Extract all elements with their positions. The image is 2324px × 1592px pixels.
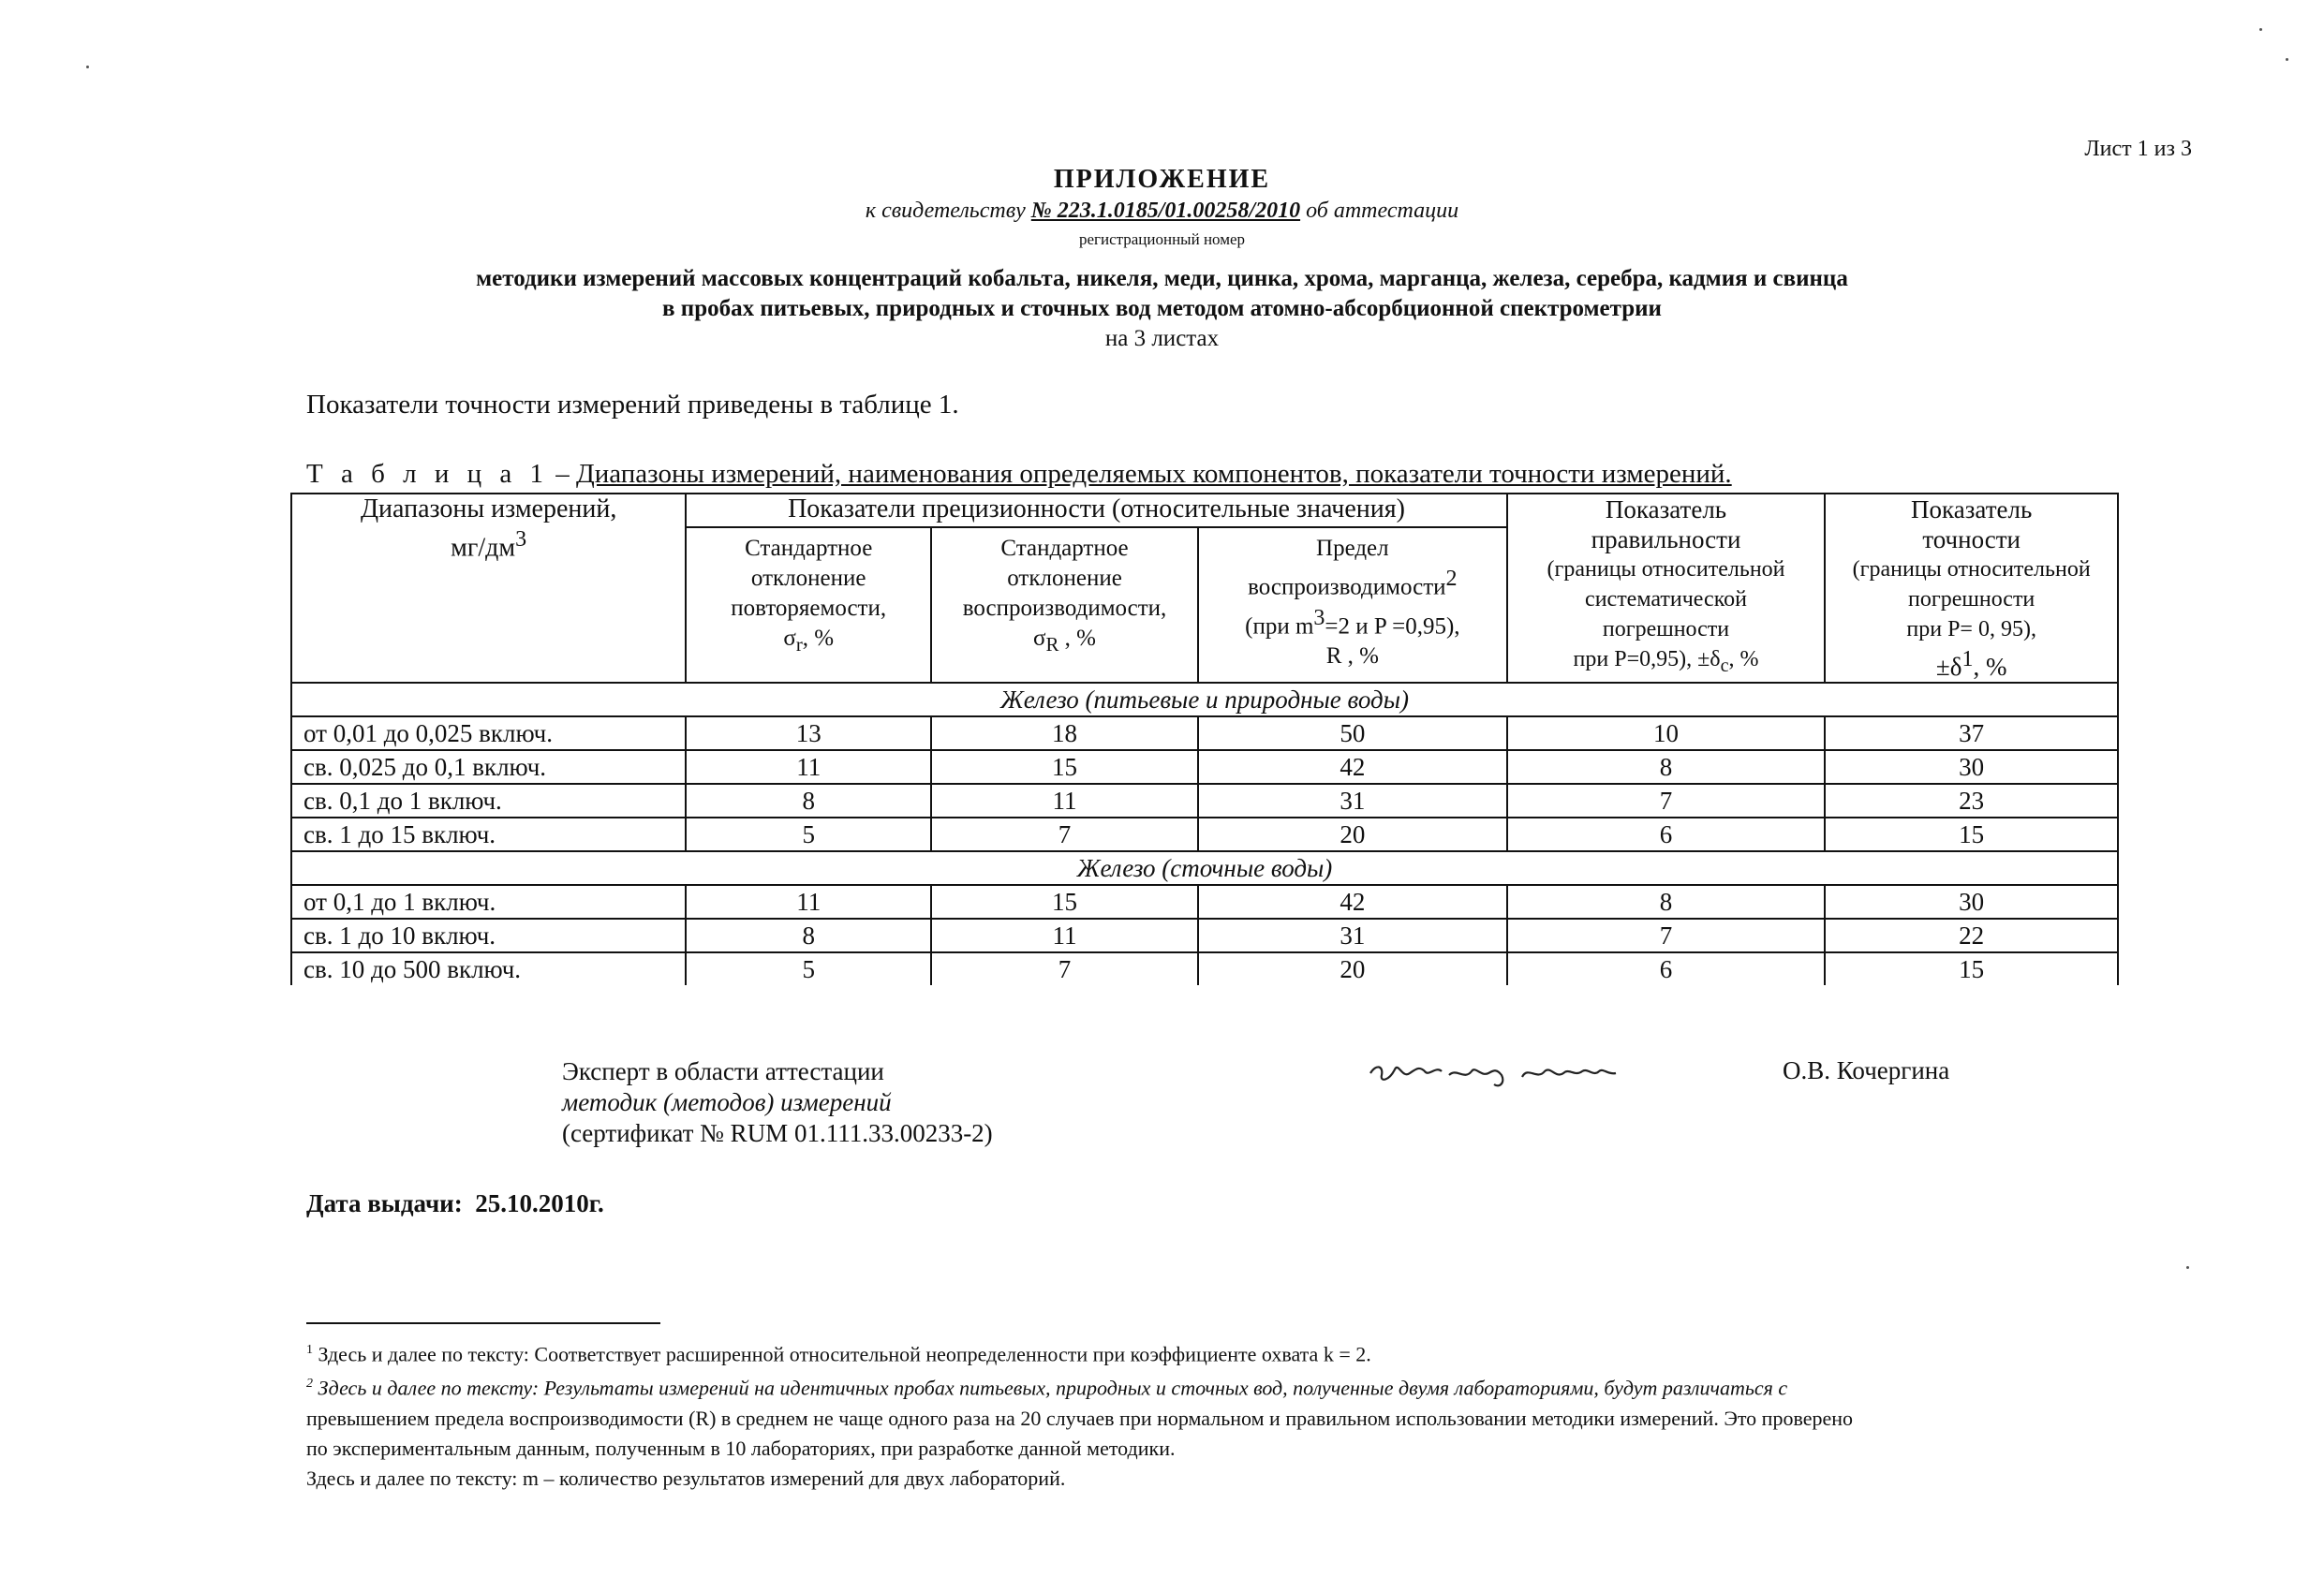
- certificate-prefix: к свидетельству: [865, 199, 1031, 223]
- table-caption-label: Т а б л и ц а 1: [306, 459, 549, 489]
- certificate-suffix: об аттестации: [1300, 199, 1459, 223]
- table-row: св. 10 до 500 включ. 5 7 20 6 15: [291, 952, 2118, 985]
- section-row-drinking-water: Железо (питьевые и природные воды): [291, 683, 2118, 716]
- method-title: [0, 264, 2324, 324]
- footnote-1: $^1$ Здесь и далее по тексту: Соответствует расширенной относительной неопределенности при коэффициенте охвата k = 2.: [306, 1342, 1371, 1366]
- sheet-count: на 3 листах: [1104, 326, 1220, 351]
- footnote-2-end: по экспериментальным данным, полученным в 10 лабораториях, при разработке данной методики.: [306, 1436, 1176, 1460]
- certificate-number: № 223.1.0185/01.00258/2010: [1030, 199, 1301, 223]
- table-row: от 0,01 до 0,025 включ. 13 18 50 10 37: [291, 716, 2118, 750]
- expert-line-2: методик (методов) измерений: [562, 1088, 892, 1116]
- handwritten-signature: [1363, 1053, 1644, 1099]
- col-header-reproducibility: Стандартное отклонение воспроизводимости, $\sigma_R$ , %: [931, 527, 1198, 683]
- accuracy-table: [290, 493, 2119, 985]
- footnote-2-cont: превышением предела воспроизводимости (R) в среднем не чаще одного раза на 20 случаев при нормальном и правильном использовании методики измерений. Это проверено: [306, 1406, 1853, 1430]
- footnote-divider: [306, 1322, 660, 1324]
- expert-block: [562, 1056, 993, 1149]
- table-row: от 0,1 до 1 включ. 11 15 42 8 30: [291, 885, 2118, 919]
- sheet-number: Лист 1 из 3: [2084, 137, 2192, 161]
- table-caption-dash: –: [548, 459, 576, 489]
- intro-text: Показатели точности измерений приведены в таблице 1.: [306, 390, 959, 420]
- table-header-row-1: [291, 494, 2118, 527]
- col-header-accuracy: Показатель точности (границы относительной погрешности при P= 0, 95), $\pm\delta^1$, %: [1825, 494, 2118, 683]
- scan-speck: [2186, 1266, 2189, 1269]
- expert-line-1: Эксперт в области аттестации: [562, 1057, 884, 1085]
- expert-name: О.В. Кочергина: [1783, 1056, 1950, 1084]
- issue-date-value: 25.10.2010г.: [475, 1189, 604, 1217]
- col-header-precision-group: Показатели прецизионности (относительные значения): [686, 494, 1506, 527]
- scan-speck: [86, 66, 89, 68]
- col-header-limit: Предел воспроизводимости$^2$ (при $m^3=2$ и P =0,95), R , %: [1198, 527, 1507, 683]
- document-title: ПРИЛОЖЕНИЕ: [1053, 165, 1271, 194]
- scan-speck: [2259, 28, 2262, 31]
- issue-date-label: Дата выдачи:: [306, 1189, 463, 1217]
- method-line-2: в пробах питьевых, природных и сточных вод методом атомно-абсорбционной спектрометрии: [662, 296, 1662, 321]
- footnote-2: $^2$ Здесь и далее по тексту: Результаты измерений на идентичных пробах питьевых, природных и сточных вод, полученные двумя лабораториями, будут различаться с: [306, 1376, 1788, 1400]
- method-line-1: методики измерений массовых концентраций кобальта, никеля, меди, цинка, хрома, марганца, железа, серебра, кадмия и свинца: [476, 266, 1848, 291]
- footnotes: [306, 1335, 2197, 1494]
- certificate-line: [0, 199, 2324, 224]
- table-row: св. 1 до 15 включ. 5 7 20 6 15: [291, 818, 2118, 851]
- table-caption-title: Диапазоны измерений, наименования определяемых компонентов, показатели точности измерений.: [575, 459, 1732, 489]
- table-row: св. 1 до 10 включ. 8 11 31 7 22: [291, 919, 2118, 952]
- table-row: св. 0,1 до 1 включ. 8 11 31 7 23: [291, 784, 2118, 818]
- scan-speck: [2286, 58, 2288, 61]
- col-header-repeatability: Стандартное отклонение повторяемости, $\sigma_r$, %: [686, 527, 931, 683]
- issue-date-line: [306, 1189, 604, 1218]
- section-row-waste-water: Железо (сточные воды): [291, 851, 2118, 885]
- reg-number-label: регистрационный номер: [1078, 230, 1246, 248]
- footnote-3: Здесь и далее по тексту: m – количество результатов измерений для двух лабораторий.: [306, 1466, 1066, 1490]
- col-header-trueness: Показатель правильности (границы относительной систематической погрешности при P=0,95), $\pm\delta_c$, %: [1507, 494, 1826, 683]
- table-caption: [306, 459, 1732, 490]
- expert-certificate: (сертификат № RUM 01.111.33.00233-2): [562, 1119, 993, 1147]
- table-row: св. 0,025 до 0,1 включ. 11 15 42 8 30: [291, 750, 2118, 784]
- col-header-range: Диапазоны измерений, $мг/дм^3$: [291, 494, 686, 683]
